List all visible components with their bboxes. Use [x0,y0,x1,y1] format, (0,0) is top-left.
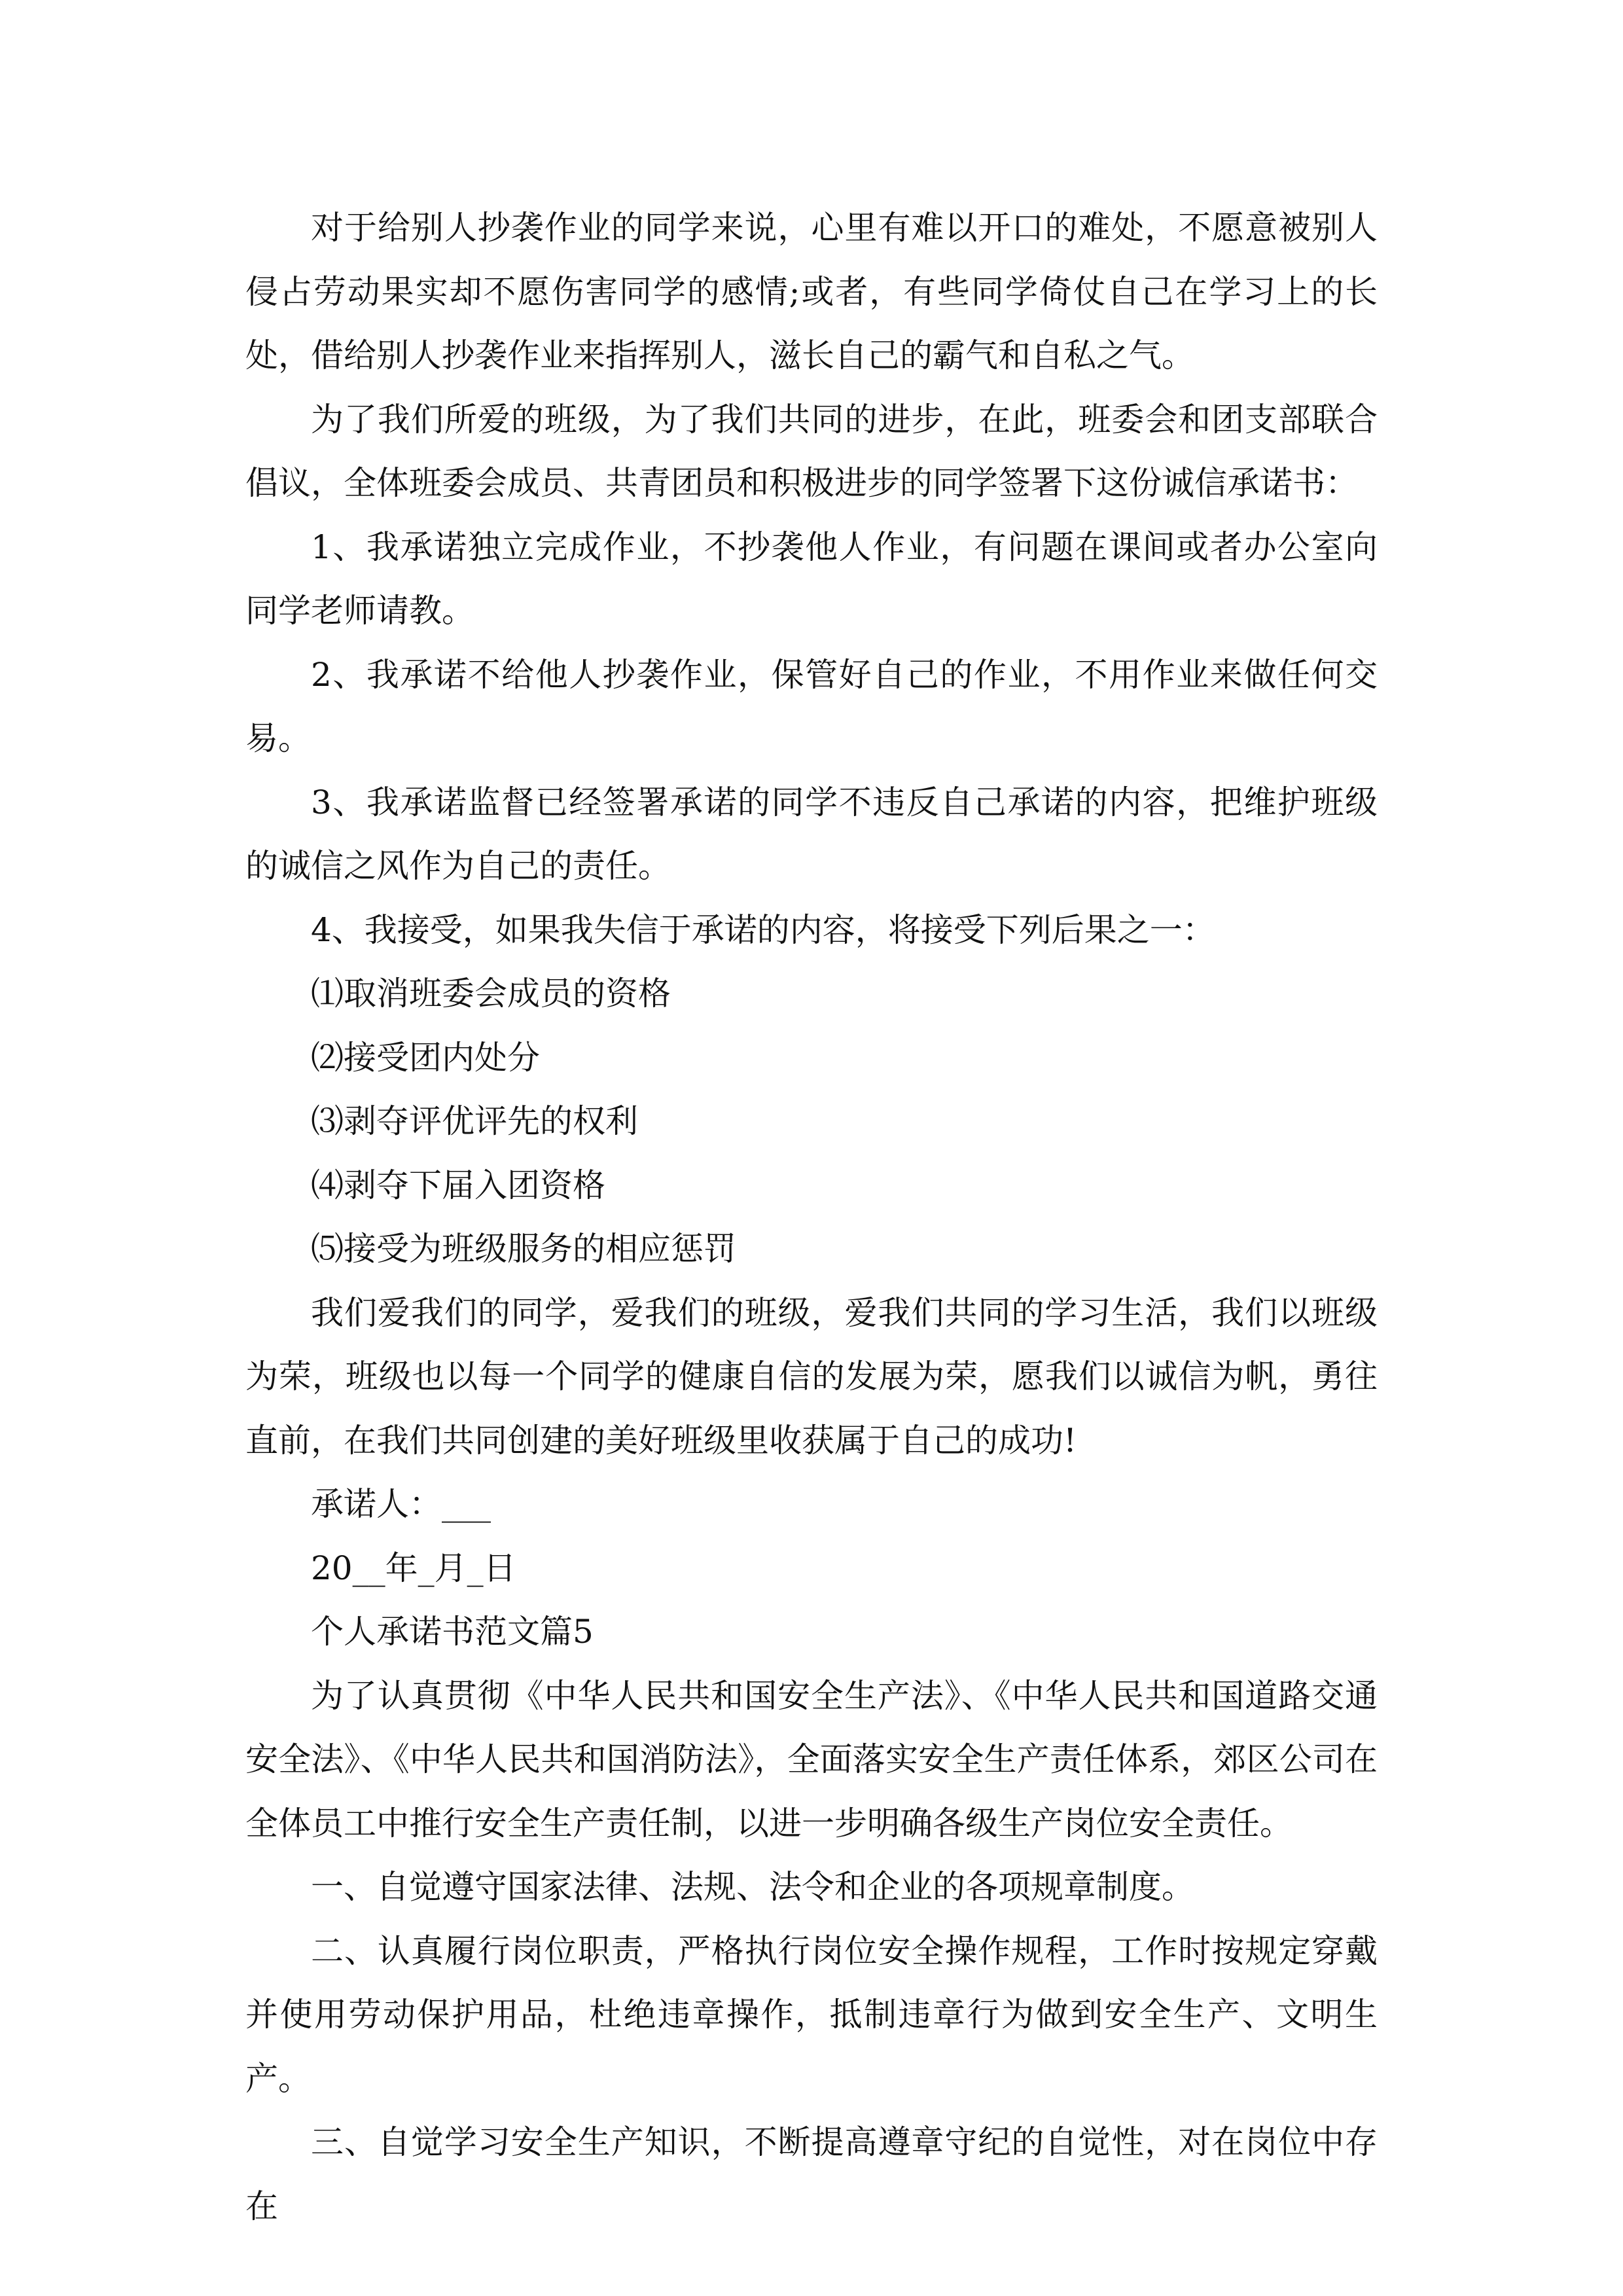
signatory-line: 承诺人：___ [311,1485,491,1523]
safety-item-1: 一、自觉遵守国家法律、法规、法令和企业的各项规章制度。 [311,1868,1194,1906]
pledge-item-2: 2、我承诺不给他人抄袭作业，保管好自己的作业，不用作业来做任何交易。 [245,655,1378,757]
paragraph-homework-copying: 对于给别人抄袭作业的同学来说，心里有难以开口的难处，不愿意被别人侵占劳动果实却不愿伤害同学的感情;或者，有些同学倚仗自己在学习上的长处，借给别人抄袭作业来指挥别人，滋长自己的霸气和自私之气。 [245,209,1378,374]
consequence-item-3: ⑶剥夺评优评先的权利 [311,1102,638,1140]
date-line: 20__年_月_日 [311,1549,516,1587]
paragraph-initiative: 为了我们所爱的班级，为了我们共同的进步，在此，班委会和团支部联合倡议，全体班委会成员、共青团员和积极进步的同学签署下这份诚信承诺书： [245,400,1378,502]
safety-item-3: 三、自觉学习安全生产知识，不断提高遵章守纪的自觉性，对在岗位中存在 [245,2123,1378,2225]
safety-item-2: 二、认真履行岗位职责，严格执行岗位安全操作规程，工作时按规定穿戴并使用劳动保护用品，杜绝违章操作，抵制违章行为做到安全生产、文明生产。 [245,1931,1378,2098]
consequence-item-1: ⑴取消班委会成员的资格 [311,975,671,1013]
pledge-item-3: 3、我承诺监督已经签署承诺的同学不违反自己承诺的内容，把维护班级的诚信之风作为自己的责任。 [245,783,1378,885]
consequence-item-2: ⑵接受团内处分 [311,1038,540,1077]
document-body [245,196,1378,2238]
section-heading: 个人承诺书范文篇5 [311,1613,594,1651]
paragraph-safety-intro: 为了认真贯彻《中华人民共和国安全生产法》、《中华人民共和国道路交通安全法》、《中华人民共和国消防法》，全面落实安全生产责任体系，郊区公司在全体员工中推行安全生产责任制，以进一步明确各级生产岗位安全责任。 [245,1676,1378,1842]
pledge-item-4: 4、我接受，如果我失信于承诺的内容，将接受下列后果之一： [311,910,1215,949]
paragraph-closing: 我们爱我们的同学，爱我们的班级，爱我们共同的学习生活，我们以班级为荣，班级也以每一个同学的健康自信的发展为荣，愿我们以诚信为帆，勇往直前，在我们共同创建的美好班级里收获属于自己的成功! [245,1293,1378,1460]
consequence-item-4: ⑷剥夺下届入团资格 [311,1166,605,1204]
consequence-item-5: ⑸接受为班级服务的相应惩罚 [311,1230,736,1268]
pledge-item-1: 1、我承诺独立完成作业，不抄袭他人作业，有问题在课间或者办公室向同学老师请教。 [245,528,1378,630]
